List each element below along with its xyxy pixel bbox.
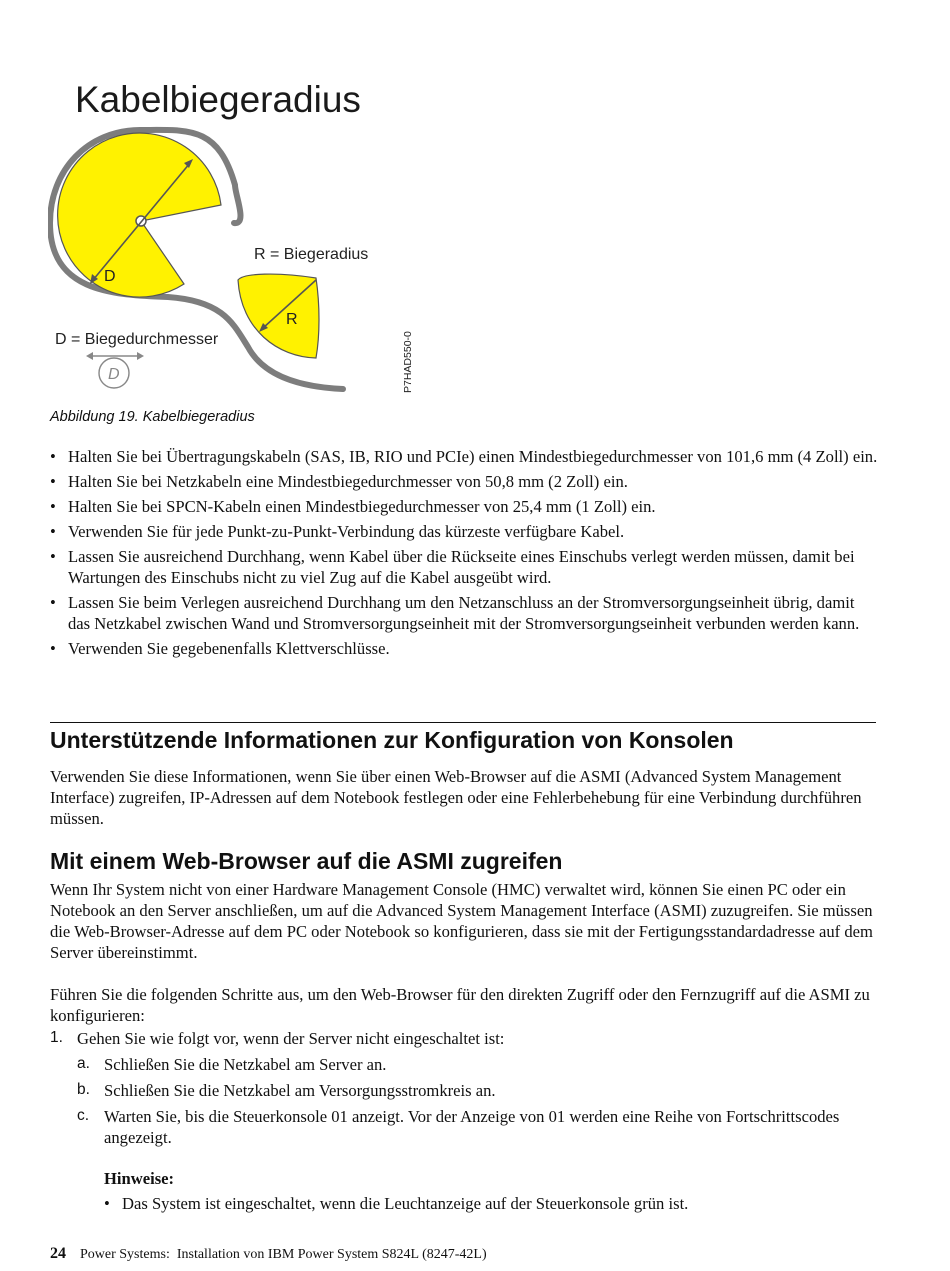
figure-title: Kabelbiegeradius	[75, 79, 361, 120]
list-item: • Halten Sie bei Übertragungskabeln (SAS, IB, RIO und PCIe) einen Mindestbiegedurchmesser von 101,6 mm (4 Zoll) ein.	[50, 446, 880, 467]
bend-diameter-sector	[58, 133, 221, 297]
footer-text: Power Systems: Installation von IBM Power System S824L (8247-42L)	[80, 1247, 487, 1262]
section-divider	[50, 722, 876, 723]
substep-letter: c.	[77, 1107, 90, 1124]
bend-radius-figure	[48, 75, 428, 405]
notes-label: Hinweise:	[104, 1169, 175, 1188]
section-intro: Verwenden Sie diese Informationen, wenn Sie über einen Web-Browser auf die ASMI (Advanced System Management Interface) zugreifen, IP-Adressen auf dem Notebook festlegen oder eine Fehlerbehebung für eine Verbindung durchführen müssen.	[50, 767, 862, 828]
list-item: • Halten Sie bei SPCN-Kabeln einen Mindestbiegedurchmesser von 25,4 mm (1 Zoll) ein.	[50, 496, 880, 517]
substep-text: Warten Sie, bis die Steuerkonsole 01 anzeigt. Vor der Anzeige von 01 werden eine Reihe von Fortschrittscodes angezeigt.	[104, 1107, 840, 1147]
step-text: Gehen Sie wie folgt vor, wenn der Server nicht eingeschaltet ist:	[77, 1029, 505, 1048]
substep-text: Schließen Sie die Netzkabel am Server an.	[104, 1055, 387, 1074]
r-legend: R = Biegeradius	[254, 246, 369, 263]
asmi-paragraph-2: Führen Sie die folgenden Schritte aus, um den Web-Browser für den direkten Zugriff oder den Fernzugriff auf die ASMI zu konfigurieren:	[50, 985, 870, 1025]
bullet-list	[50, 446, 880, 659]
list-item: • Verwenden Sie für jede Punkt-zu-Punkt-Verbindung das kürzeste verfügbare Kabel.	[50, 521, 880, 542]
d-symbol-letter: D	[108, 366, 120, 383]
substep-letter: a.	[77, 1055, 90, 1072]
note-bullet: •	[104, 1194, 110, 1213]
section-heading-console: Unterstützende Informationen zur Konfiguration von Konsolen	[50, 727, 734, 753]
asmi-paragraph-1: Wenn Ihr System nicht von einer Hardware Management Console (HMC) verwaltet wird, können Sie einen PC oder ein Notebook an den Server anschließen, um auf die Advanced System Management Interface (ASMI) zuzugreifen. Sie müssen die Web-Browser-Adresse auf dem PC oder Notebook so konfigurieren, dass sie mit der Fertigungsstandardadresse auf dem Server übereinstimmt.	[50, 880, 873, 962]
d-symbol-arrow-left	[86, 352, 93, 360]
list-item: • Lassen Sie beim Verlegen ausreichend Durchhang um den Netzanschluss an der Stromversorgungseinheit übrig, damit das Netzkabel zwischen Wand und Stromversorgungseinheit mit der Stromversorgungseinheit verbunden werden kann.	[50, 592, 880, 634]
figure-code: P7HAD550-0	[402, 331, 414, 393]
note-text: Das System ist eingeschaltet, wenn die Leuchtanzeige auf der Steuerkonsole grün ist.	[122, 1194, 689, 1213]
r-marker-label: R	[286, 311, 298, 328]
step-number: 1.	[50, 1029, 63, 1046]
list-item: • Lassen Sie ausreichend Durchhang, wenn Kabel über die Rückseite eines Einschubs verlegt werden müssen, damit bei Wartungen des Einschubs nicht zu viel Zug auf die Kabel ausgeübt wird.	[50, 546, 880, 588]
figure-caption: Abbildung 19. Kabelbiegeradius	[50, 409, 255, 425]
list-item: • Verwenden Sie gegebenenfalls Klettverschlüsse.	[50, 638, 880, 659]
substep-letter: b.	[77, 1081, 90, 1098]
page-number: 24	[50, 1245, 66, 1262]
d-legend: D = Biegedurchmesser	[55, 331, 219, 348]
page-footer	[50, 1245, 487, 1263]
substep-text: Schließen Sie die Netzkabel am Versorgungsstromkreis an.	[104, 1081, 496, 1100]
d-symbol-arrow-right	[137, 352, 144, 360]
section-heading-asmi: Mit einem Web-Browser auf die ASMI zugreifen	[50, 848, 563, 874]
list-item: • Halten Sie bei Netzkabeln eine Mindestbiegedurchmesser von 50,8 mm (2 Zoll) ein.	[50, 471, 880, 492]
d-marker-label: D	[104, 268, 116, 285]
